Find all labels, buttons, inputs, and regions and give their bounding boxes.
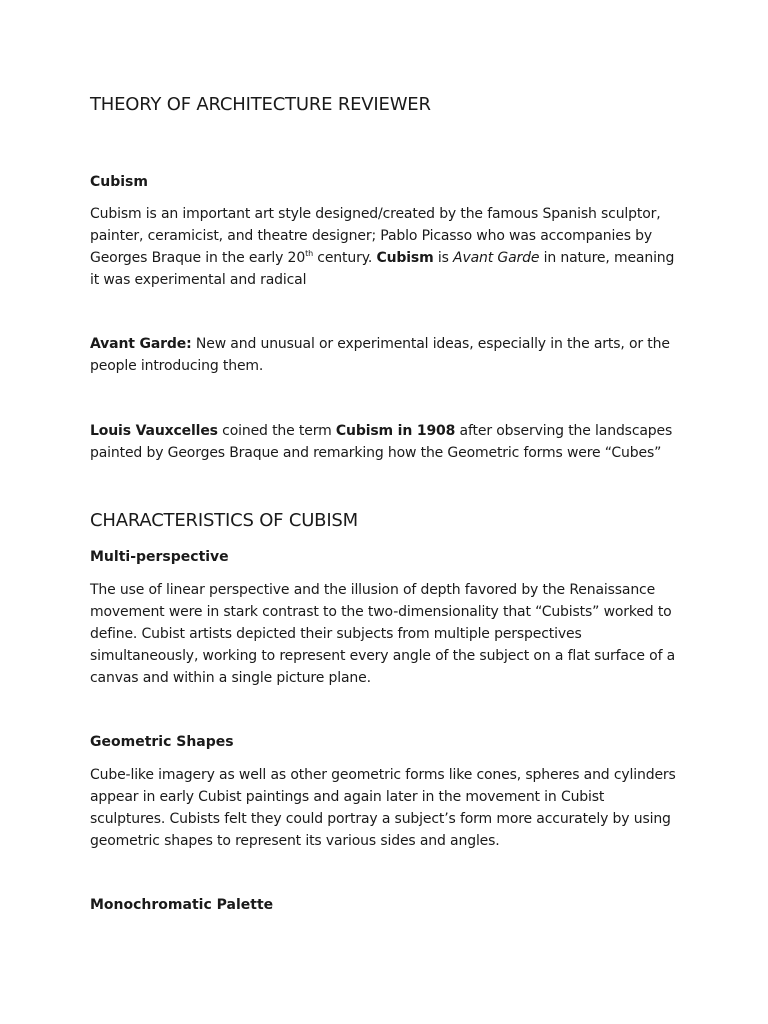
cubism-1908-term: Cubism in 1908 [335, 423, 456, 439]
cubism-text-c: is [433, 250, 454, 266]
geometric-shapes-heading: Geometric Shapes [90, 734, 234, 750]
cubism-heading: Cubism [90, 174, 148, 190]
avant-garde-definition: New and unusual or experimental ideas, especially in the arts, or the people introducing them. [90, 336, 670, 374]
avant-garde-paragraph [90, 333, 680, 377]
cubism-text-a: Cubism is an important art style designed/created by the famous Spanish sculptor, painter, ceramicist, and theatre designer; Pablo Picasso who was accompanies by Georges Braque in the early 20 [90, 206, 661, 266]
cubism-text-d: in nature, meaning it was experimental and radical [90, 250, 675, 288]
cubism-superscript: th [305, 249, 313, 258]
vauxcelles-paragraph [90, 420, 680, 464]
vauxcelles-name: Louis Vauxcelles [90, 423, 218, 439]
multi-perspective-paragraph: The use of linear perspective and the illusion of depth favored by the Renaissance movement were in stark contrast to the two-dimensionality that “Cubists” worked to define. Cubist artists depicted their subjects from multiple perspectives simultaneously, working to represent every angle of the subject on a flat surface of a canvas and within a single picture plane. [90, 582, 676, 686]
avant-garde-italic: Avant Garde [453, 250, 540, 266]
monochromatic-palette-heading: Monochromatic Palette [90, 897, 274, 913]
vauxcelles-text-b: after observing the landscapes painted by Georges Braque and remarking how the Geometric forms were “Cubes” [90, 423, 673, 461]
cubism-text-b: century. [313, 250, 377, 266]
avant-garde-term: Avant Garde: [90, 336, 192, 352]
characteristics-heading: CHARACTERISTICS OF CUBISM [90, 510, 358, 531]
multi-perspective-heading: Multi-perspective [90, 549, 229, 565]
document-title: THEORY OF ARCHITECTURE REVIEWER [90, 94, 431, 115]
vauxcelles-text-a: coined the term [217, 423, 336, 439]
geometric-shapes-paragraph: Cube-like imagery as well as other geometric forms like cones, spheres and cylinders appear in early Cubist paintings and again later in the movement in Cubist sculptures. Cubists felt they could portray a subject’s form more accurately by using geometric shapes to represent its various sides and angles. [90, 767, 676, 849]
cubism-bold-term: Cubism [376, 250, 434, 266]
cubism-paragraph [90, 203, 680, 291]
